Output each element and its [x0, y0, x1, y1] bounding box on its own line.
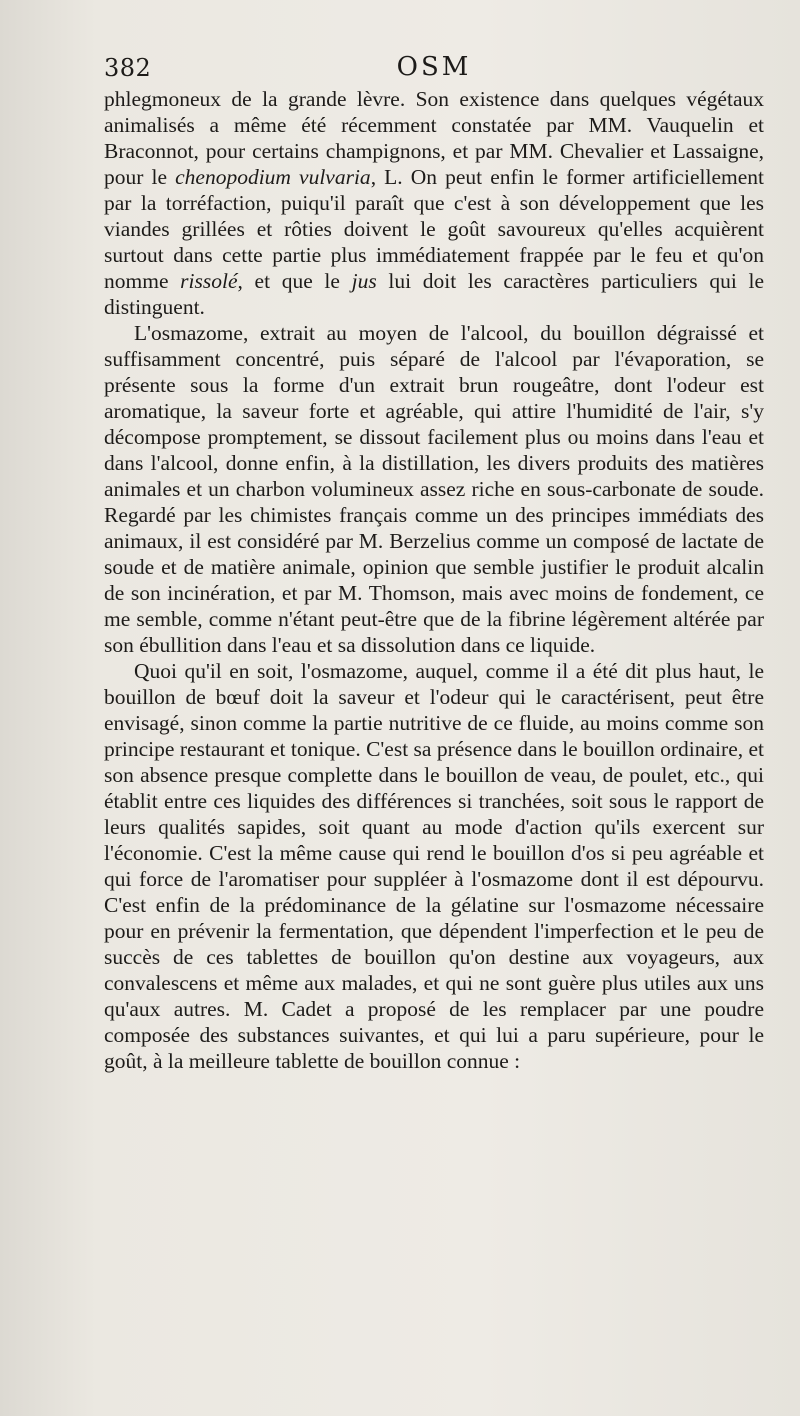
- page-header: [104, 54, 764, 86]
- text-run: lui doit les caractères particuliers qui le distinguent.: [104, 269, 764, 319]
- italic-term: rissolé: [180, 269, 238, 293]
- text-run: , L. On peut enfin le former artificiellement par la torréfaction, puiqu'il paraît que c'est à son développement que les viandes grillées et rôties doivent le goût savoureux qu'elles acquièrent surtout dans cette partie plus immédiatement frappée par le feu et qu'on nomme: [104, 165, 764, 293]
- paragraph-1: [104, 86, 764, 320]
- text-run: phlegmoneux de la grande lèvre. Son existence dans quelques végétaux animalisés a même été récemment constatée par MM. Vauquelin et Braconnot, pour certains champignons, et par MM. Chevalier et Lassaigne, pour le: [104, 87, 764, 189]
- italic-term: jus: [351, 269, 377, 293]
- running-head: OSM: [396, 52, 472, 82]
- italic-term: chenopodium vulvaria: [175, 165, 371, 189]
- paragraph-3: [104, 658, 764, 1074]
- page-number: 382: [104, 54, 152, 82]
- paragraph-2: [104, 320, 764, 658]
- text-run: L'osmazome, extrait au moyen de l'alcool, du bouillon dégraissé et suffisamment concentré, puis séparé de l'alcool par l'évaporation, se présente sous la forme d'un extrait brun rougeâtre, dont l'odeur est aromatique, la saveur forte et agréable, qui attire l'humidité de l'air, s'y décompose promptement, se dissout facilement plus ou moins dans l'eau et dans l'alcool, donne enfin, à la distillation, les divers produits des matières animales et un charbon volumineux assez riche en sous-carbonate de soude. Regardé par les chimistes français comme un des principes immédiats des animaux, il est considéré par M. Berzelius comme un composé de lactate de soude et de matière animale, opinion que semble justifier le produit alcalin de son incinération, et par M. Thomson, mais avec moins de fondement, ce me semble, comme n'étant peut-être que de la fibrine légèrement altérée par son ébullition dans l'eau et sa dissolution dans ce liquide.: [104, 321, 764, 657]
- body-text: [104, 86, 764, 1074]
- text-run: Quoi qu'il en soit, l'osmazome, auquel, comme il a été dit plus haut, le bouillon de bœuf doit la saveur et l'odeur qui le caractérisent, peut être envisagé, sinon comme la partie nutritive de ce fluide, au moins comme son principe restaurant et tonique. C'est sa présence dans le bouillon ordinaire, et son absence presque complette dans le bouillon de veau, de poulet, etc., qui établit entre ces liquides des différences si tranchées, soit sous le rapport de leurs qualités sapides, soit quant au mode d'action qu'ils exercent sur l'économie. C'est la même cause qui rend le bouillon d'os si peu agréable et qui force de l'aromatiser pour suppléer à l'osmazome dont il est dépourvu. C'est enfin de la prédominance de la gélatine sur l'osmazome nécessaire pour en prévenir la fermentation, que dépendent l'imperfection et le peu de succès de ces tablettes de bouillon qu'on destine aux voyageurs, aux convalescens et même aux malades, et qui ne sont guère plus utiles aux uns qu'aux autres. M. Cadet a proposé de les remplacer par une poudre composée des substances suivantes, et qui lui a paru supérieure, pour le goût, à la meilleure tablette de bouillon connue :: [104, 659, 765, 1073]
- text-run: , et que le: [237, 269, 352, 293]
